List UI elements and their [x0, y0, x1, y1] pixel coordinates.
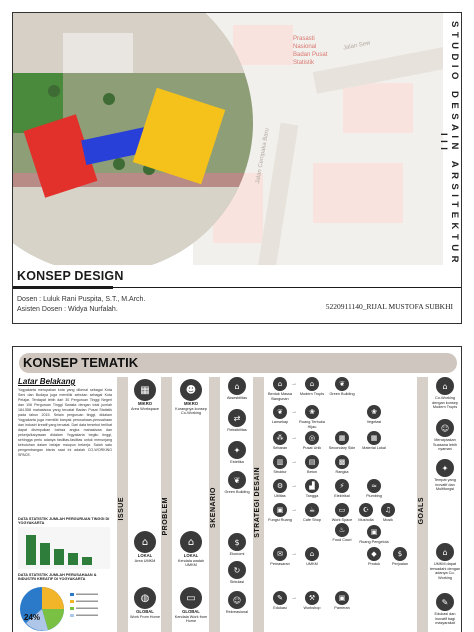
arrow-icon: → — [291, 435, 297, 441]
strategi-node: ✎ Edukasi — [265, 591, 295, 611]
strategi-node: ⌂ Bentuk Massa Bangunan — [265, 377, 295, 401]
goals-node: ☺ Menciptakan Suasana lebih nyaman — [429, 419, 461, 452]
divider — [113, 287, 462, 288]
map-label: Jalan Cempaka Baru — [255, 127, 271, 185]
strategi-node: ▣ Pameran — [327, 591, 357, 611]
umkm-icon: ⌂ — [436, 543, 454, 561]
strategi-node: ❀ Ruang Terbuka Hijau — [297, 405, 327, 429]
vertical-course-title: STUDIO DESAIN ARSITEKTUR III — [438, 21, 460, 267]
slide-title: KONSEP TEMATIK — [23, 355, 139, 370]
innovation-icon: ✦ — [436, 459, 454, 477]
goals-label: GOALS — [418, 497, 425, 525]
goals-node: ✎ Edukasi dan inovatif bagi masyarakat — [429, 593, 461, 626]
skenario-node: ✦ Estetika — [222, 441, 252, 465]
concrete-icon: ▤ — [305, 455, 319, 469]
map-label-red: Prasasti Nasional Badan Pusat Statistik — [293, 36, 328, 66]
strategi-node: ▤ Beton — [297, 455, 327, 475]
structure-icon: ▥ — [273, 455, 287, 469]
asisten-text: Asisten Dosen : Widya Nurfalah. — [17, 306, 118, 313]
problem-node: ⌂ LOKAL Kendala wadah UMKM — [174, 531, 208, 568]
issue-node: ⌂ LOKAL Area UMKM — [129, 531, 161, 563]
skenario-node: ↻ Sirkulasi — [222, 561, 252, 585]
map-label: Jalan Sew — [342, 40, 372, 52]
strategi-node: ▥ Struktur — [265, 455, 295, 475]
strategi-node: ▦ Secondary Skin — [327, 431, 357, 451]
latar-belakang-title: Latar Belakang — [18, 377, 76, 386]
plant-icon: ❀ — [367, 405, 381, 419]
workspace-icon: ▭ — [335, 503, 349, 517]
circulation-icon: ↻ — [228, 561, 246, 579]
strategi-node: ▦ Material Lokal — [359, 431, 389, 451]
cowork-icon: ⌂ — [436, 377, 454, 395]
aesthetic-icon: ✦ — [228, 441, 246, 459]
strategi-node: ♨ Food Court — [327, 523, 357, 543]
pie-label: 24% — [24, 613, 41, 622]
access-icon: ⌂ — [228, 377, 246, 395]
frame-icon: ▩ — [335, 455, 349, 469]
skenario-node: ⌂ Aksesbilitas — [222, 377, 252, 401]
workshop-icon: ⚒ — [305, 591, 319, 605]
strategi-node: ☕ Cafe Shop — [297, 503, 327, 523]
strategi-node: ⌂ UMKM — [297, 547, 327, 567]
strategi-node: $ Perjualan — [385, 547, 415, 567]
problem-node: ▭ GLOBAL Kendala Work from Home — [174, 587, 208, 624]
issue-node: ◍ GLOBAL Work From Home — [129, 587, 161, 619]
electric-icon: ⚡ — [335, 479, 349, 493]
utility-icon: ⚙ — [273, 479, 287, 493]
latar-belakang-text: Yogyakarta merupakan kota yang dikenal sebagai Kota Seni dan Budaya juga memiliki sebutan sebagai Kota Pelajar. Terdapat lebih dari 30 Perguruan Tinggi Negeri dan 106 Perguruan Tinggi Swasta dengan total jumlah 184.558 mahasiswa yang tercatat Badan Pusat Statistik pada tahun 2015. Selain perguruan tinggi, didalam Yogyakarta juga memiliki banyak perusahaan-perusahaan dan industri kreatif yang tercatat. Dari data tersebut terlihat dapat disimpulkan bahwa angka mahasiswa dan pekerja/karyawan didalam Yogyakarta begitu tinggi, sehingga perlu adanya fasilitas-fasilitas untuk menunjang kebutuhan dalam belajar maupun bekerja. Salah satu pengembangan bisnis saat ini adalah CO-WORKING SPACE. — [18, 388, 112, 457]
building-icon: ⌂ — [273, 377, 287, 391]
stat-chart — [18, 527, 110, 569]
strategi-node: ▣ Ruang Pengelola — [359, 525, 389, 545]
skenario-node: $ Ekonomi — [222, 533, 252, 557]
problem-node: ☻ MIKRO Kurangnya konsep Co-Working — [174, 379, 208, 416]
goals-node: ⌂ Co-Working dengan konsep Modern Tropis — [429, 377, 461, 410]
flex-icon: ⇄ — [228, 409, 246, 427]
room-icon: ▣ — [273, 503, 287, 517]
material-icon: ▦ — [367, 431, 381, 445]
strategi-node: ⁂ Sebaran — [265, 431, 295, 451]
arrow-icon: → — [291, 483, 297, 489]
coffee-icon: ☕ — [305, 503, 319, 517]
arrow-icon: → — [291, 409, 297, 415]
skin-icon: ▦ — [335, 431, 349, 445]
strategi-node: ≈ Plumbing — [359, 479, 389, 499]
laptop-icon: ▭ — [180, 587, 202, 609]
strategi-node: ◎ Pusat Unik — [297, 431, 327, 451]
strategi-node: ☪ Musholla — [355, 503, 377, 523]
stairs-icon: ▟ — [305, 479, 319, 493]
title-underline — [13, 286, 113, 289]
team-icon: ☻ — [180, 379, 202, 401]
landscape-icon: ❦ — [273, 405, 287, 419]
mosque-icon: ☪ — [359, 503, 373, 517]
leaf-icon: ❦ — [228, 471, 246, 489]
store-icon: ⌂ — [134, 531, 156, 553]
strategi-node: ▟ Tangga — [297, 479, 327, 499]
strategi-node: ⚒ Workshop — [297, 591, 327, 611]
product-icon: ◆ — [367, 547, 381, 561]
stat-title: DATA STATISTIK JUMLAH PERGURUAN TINGGI DI YOGYAKARTA — [18, 517, 110, 525]
problem-label: PROBLEM — [162, 497, 169, 536]
strategi-node: ⚙ Utilitas — [265, 479, 295, 499]
office-icon: ▣ — [367, 525, 381, 539]
globe-icon: ◍ — [134, 587, 156, 609]
tropical-icon: ⌂ — [305, 377, 319, 391]
umkm-icon: ⌂ — [305, 547, 319, 561]
strategi-node: ✉ Pemasaran — [265, 547, 295, 567]
skenario-label: SKENARIO — [210, 487, 217, 528]
arrow-icon: → — [291, 595, 297, 601]
center-icon: ◎ — [305, 431, 319, 445]
spread-icon: ⁂ — [273, 431, 287, 445]
strategi-node: ❦ Lansekap — [265, 405, 295, 425]
student-id: 5220911140_RIJAL MUSTOFA SUBKHI — [325, 302, 453, 311]
issue-label: ISSUE — [118, 497, 125, 521]
education-icon: ✎ — [436, 593, 454, 611]
strategi-node: ▣ Fungsi Ruang — [265, 503, 295, 523]
arrow-icon: → — [291, 507, 297, 513]
shop-icon: ⌂ — [180, 531, 202, 553]
music-icon: ♫ — [381, 503, 395, 517]
plumbing-icon: ≈ — [367, 479, 381, 493]
goals-node: ✦ Tempat yang inovatif dan Multifungsi — [429, 459, 461, 492]
green-building-icon: ❦ — [335, 377, 349, 391]
dosen-text: Dosen : Luluk Rani Puspita, S.T., M.Arch. — [17, 296, 146, 303]
skenario-node: ⇄ Fleksibilitas — [222, 409, 252, 433]
goals-node: ⌂ UMKM dapat terwadahi dengan adanya Co-Working — [429, 543, 461, 580]
food-icon: ♨ — [335, 523, 349, 537]
marketing-icon: ✉ — [273, 547, 287, 561]
strategi-node: ⚡ Elektrikal — [327, 479, 357, 499]
slide-title: KONSEP DESIGN — [17, 269, 124, 283]
strategi-node: ▩ Rangka — [327, 455, 357, 475]
slide-konsep-design — [12, 12, 462, 324]
strategi-label: STRATEGI DESAIN — [254, 467, 261, 538]
strategi-node: ❀ Vegetasi — [359, 405, 389, 425]
hero-illustration — [13, 13, 443, 265]
comfort-icon: ☺ — [436, 419, 454, 437]
workspace-icon: ▦ — [134, 379, 156, 401]
issue-node: ▦ MIKRO Area Workspace — [129, 379, 161, 411]
arrow-icon: → — [291, 381, 297, 387]
green-space-icon: ❀ — [305, 405, 319, 419]
strategi-node: ⌂ Modern Tropis — [297, 377, 327, 397]
strategi-node: ▭ Work Space — [327, 503, 357, 523]
strategi-node: ♫ Musik — [377, 503, 399, 523]
exhibition-icon: ▣ — [335, 591, 349, 605]
sales-icon: $ — [393, 547, 407, 561]
pie-chart — [18, 583, 112, 632]
money-icon: $ — [228, 533, 246, 551]
stat-title: DATA STATISTIK JUMLAH PERUSAHAAN & INDUSTRI KREATIF DI YOGYAKARTA — [18, 573, 97, 581]
strategi-node: ❦ Green Building — [327, 377, 357, 397]
strategi-node: ◆ Produk — [359, 547, 389, 567]
skenario-node: ❦ Green Building — [222, 471, 252, 495]
education-icon: ✎ — [273, 591, 287, 605]
arrow-icon: → — [291, 551, 297, 557]
skenario-node: ☺ Rekreasional — [222, 591, 252, 615]
slide-konsep-tematik — [12, 346, 462, 632]
arrow-icon: → — [291, 459, 297, 465]
recreation-icon: ☺ — [228, 591, 246, 609]
